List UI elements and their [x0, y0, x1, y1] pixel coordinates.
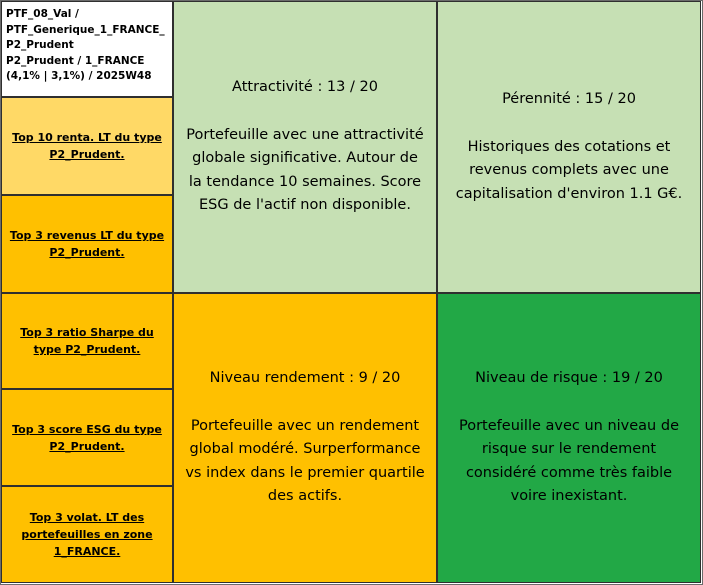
panel-title: Niveau rendement : 9 / 20 — [209, 370, 401, 387]
panel-risque — [437, 293, 701, 583]
rank-label-line: P2_Prudent. — [49, 439, 125, 453]
panel-title: Niveau de risque : 19 / 20 — [475, 370, 663, 387]
rank-label-line: Top 10 renta. LT du type — [12, 131, 162, 144]
rank-label-line: Top 3 volat. LT des — [29, 511, 145, 524]
header-line: (4,1% | 3,1%) / 2025W48 — [6, 70, 152, 82]
rank-label-line: type P2_Prudent. — [33, 343, 141, 356]
rank-top3-volat[interactable] — [1, 486, 173, 583]
header-line: PTF_Generique_1_FRANCE_ — [6, 23, 165, 36]
panel-title: Attractivité : 13 / 20 — [232, 79, 378, 96]
panel-title: Pérennité : 15 / 20 — [502, 91, 636, 107]
panel-attractivite — [173, 1, 437, 293]
panel-description: Portefeuille avec une attractivité globale significative. Autour de la tendance 10 semaines. Score ESG de l'actif non disponible. — [186, 126, 424, 214]
rank-top3-esg[interactable] — [1, 389, 173, 486]
panel-description: Portefeuille avec un niveau de risque sur le rendement considéré comme très faible voire inexistant. — [459, 417, 679, 505]
header-line: P2_Prudent — [6, 39, 74, 51]
rank-label-line: P2_Prudent. — [49, 246, 125, 259]
rank-label-line: Top 3 ratio Sharpe du — [20, 326, 154, 339]
rank-label-line: 1_FRANCE. — [53, 545, 121, 558]
panel-description: Historiques des cotations et revenus complets avec une capitalisation d'environ 1.1 G€. — [455, 138, 683, 202]
rank-label-line: Top 3 score ESG du type — [12, 422, 162, 436]
portfolio-header — [1, 1, 173, 97]
rank-label-line: P2_Prudent. — [49, 148, 125, 161]
rank-label-line: Top 3 revenus LT du type — [9, 229, 165, 242]
header-line: PTF_08_Val / — [6, 8, 79, 20]
rank-label-line: portefeuilles en zone — [21, 528, 153, 541]
header-line: P2_Prudent / 1_FRANCE — [6, 54, 145, 67]
panel-rendement — [173, 293, 437, 583]
panel-perennite — [437, 1, 701, 293]
rank-top10-renta[interactable] — [1, 97, 173, 195]
panel-description: Portefeuille avec un rendement global modéré. Surperformance vs index dans le premier quartile des actifs. — [185, 417, 425, 505]
rank-top3-revenus[interactable] — [1, 195, 173, 293]
rank-top3-sharpe[interactable] — [1, 293, 173, 389]
